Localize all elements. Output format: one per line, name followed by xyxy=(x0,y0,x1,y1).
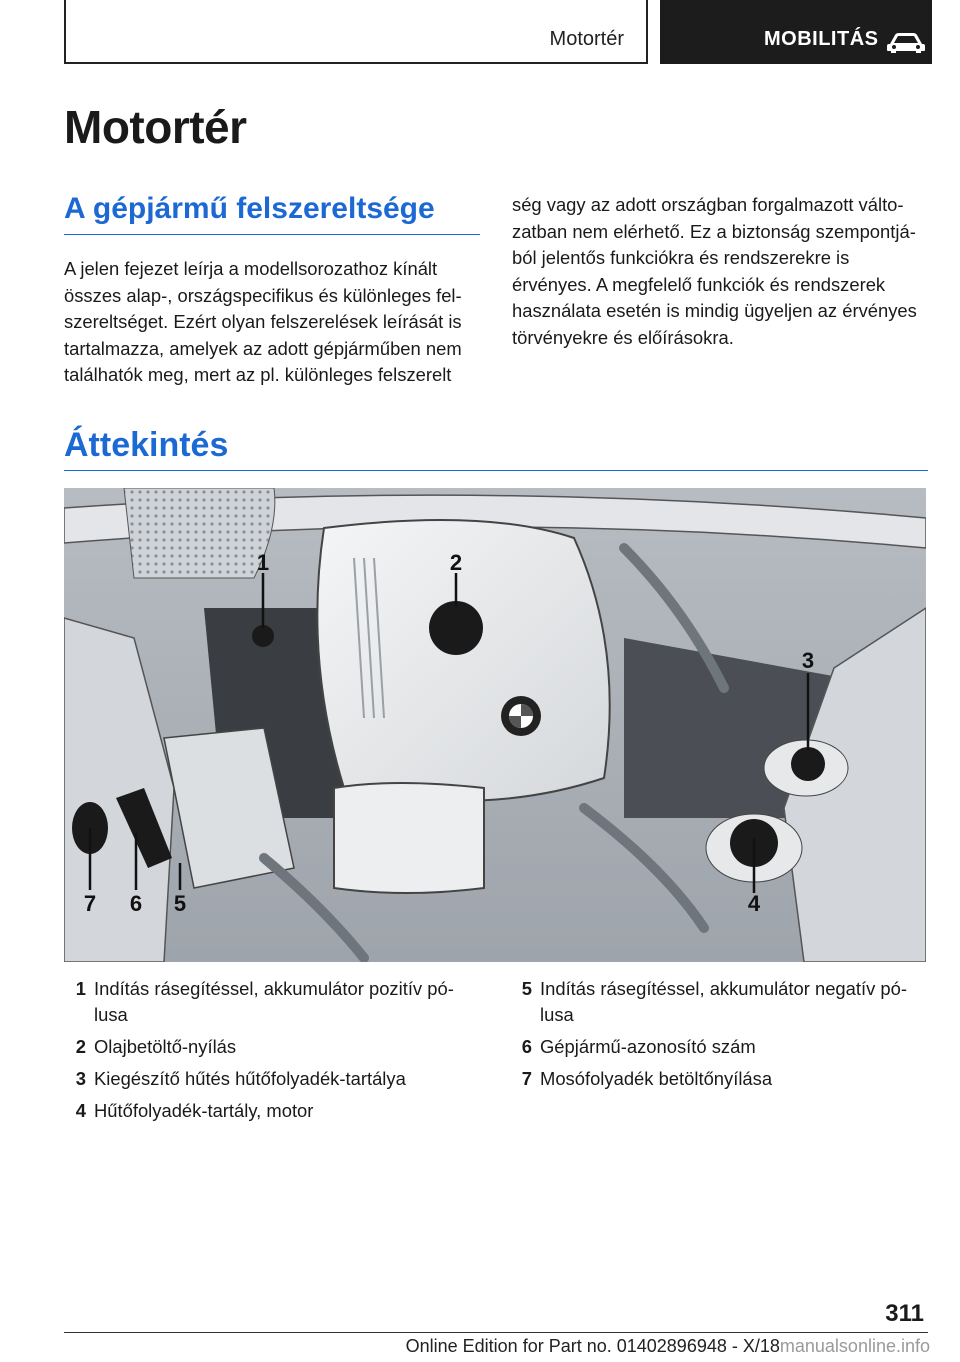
legend-number: 7 xyxy=(521,1068,532,1089)
bmw-logo xyxy=(501,696,541,736)
overview-rule xyxy=(64,470,928,471)
legend-text: Indítás rásegítéssel, akkumulátor pozitív pólusa xyxy=(94,978,454,1025)
engine-bay-illustration xyxy=(64,488,926,962)
header-section-title: Motortér xyxy=(549,28,624,50)
legend-item xyxy=(64,1034,464,1060)
legend-number: 1 xyxy=(75,978,86,999)
legend-number: 4 xyxy=(75,1100,86,1121)
legend-text: Mosófolyadék betöltőnyílása xyxy=(540,1068,773,1089)
callout-6: 6 xyxy=(129,891,143,916)
legend-item xyxy=(510,1034,910,1060)
subsection-title: A gépjármű felszereltsége xyxy=(64,192,435,225)
callout-2: 2 xyxy=(449,550,463,575)
header-section-box xyxy=(64,0,648,64)
subsection-rule xyxy=(64,234,480,235)
header-chapter-box xyxy=(660,0,932,64)
footer-rule xyxy=(64,1332,928,1333)
legend-text: Kiegészítő hűtés hűtőfolyadék-tartálya xyxy=(94,1068,406,1089)
intro-paragraph-left: A jelen fejezet leírja a modellsorozathoz kínált összes alap-, országspecifikus és különleges felszereltséget. Ezért olyan felszerelések leírását is tartalmazza, amelyek az adott gépjárműben nem találhatók meg, mert az pl. különleges felszerelt xyxy=(64,258,462,385)
legend-number: 5 xyxy=(521,978,532,999)
page-number: 311 xyxy=(885,1300,924,1327)
footer-watermark: manualsonline.info xyxy=(779,1336,930,1356)
legend-number: 2 xyxy=(75,1036,86,1057)
legend-item xyxy=(64,1098,464,1124)
legend-item xyxy=(510,976,910,1028)
legend-text: Hűtőfolyadék-tartály, motor xyxy=(94,1100,314,1121)
car-icon xyxy=(886,30,926,54)
legend-right xyxy=(510,976,910,1098)
legend-text: Indítás rásegítéssel, akkumulátor negatív pólusa xyxy=(540,978,907,1025)
footer-edition-text: Online Edition for Part no. 01402896948 - X/18 xyxy=(405,1336,780,1356)
legend-number: 3 xyxy=(75,1068,86,1089)
legend-text: Gépjármű-azonosító szám xyxy=(540,1036,756,1057)
page-title: Motortér xyxy=(64,101,247,153)
legend-text: Olajbetöltő-nyílás xyxy=(94,1036,237,1057)
legend-left xyxy=(64,976,464,1130)
callout-4: 4 xyxy=(747,891,761,916)
legend-item xyxy=(64,1066,464,1092)
legend-number: 6 xyxy=(521,1036,532,1057)
legend-item xyxy=(510,1066,910,1092)
callout-1: 1 xyxy=(256,550,270,575)
overview-title: Áttekintés xyxy=(64,426,229,464)
engine-bay-figure xyxy=(64,488,926,962)
callout-5: 5 xyxy=(173,891,187,916)
callout-3: 3 xyxy=(801,648,815,673)
legend-item xyxy=(64,976,464,1028)
footer-edition xyxy=(406,1336,930,1357)
header-chapter-title: MOBILITÁS xyxy=(764,28,879,50)
intro-paragraph-right: ség vagy az adott országban forgalmazott változatban nem elérhető. Ez a biztonság szempontjából jelentős funkciókra és rendszerekre is érvényes. A megfelelő funkciók és rendszerek használata esetén is mindig ügyeljen az érvényes törvényekre és előírásokra. xyxy=(512,194,917,348)
callout-7: 7 xyxy=(83,891,97,916)
